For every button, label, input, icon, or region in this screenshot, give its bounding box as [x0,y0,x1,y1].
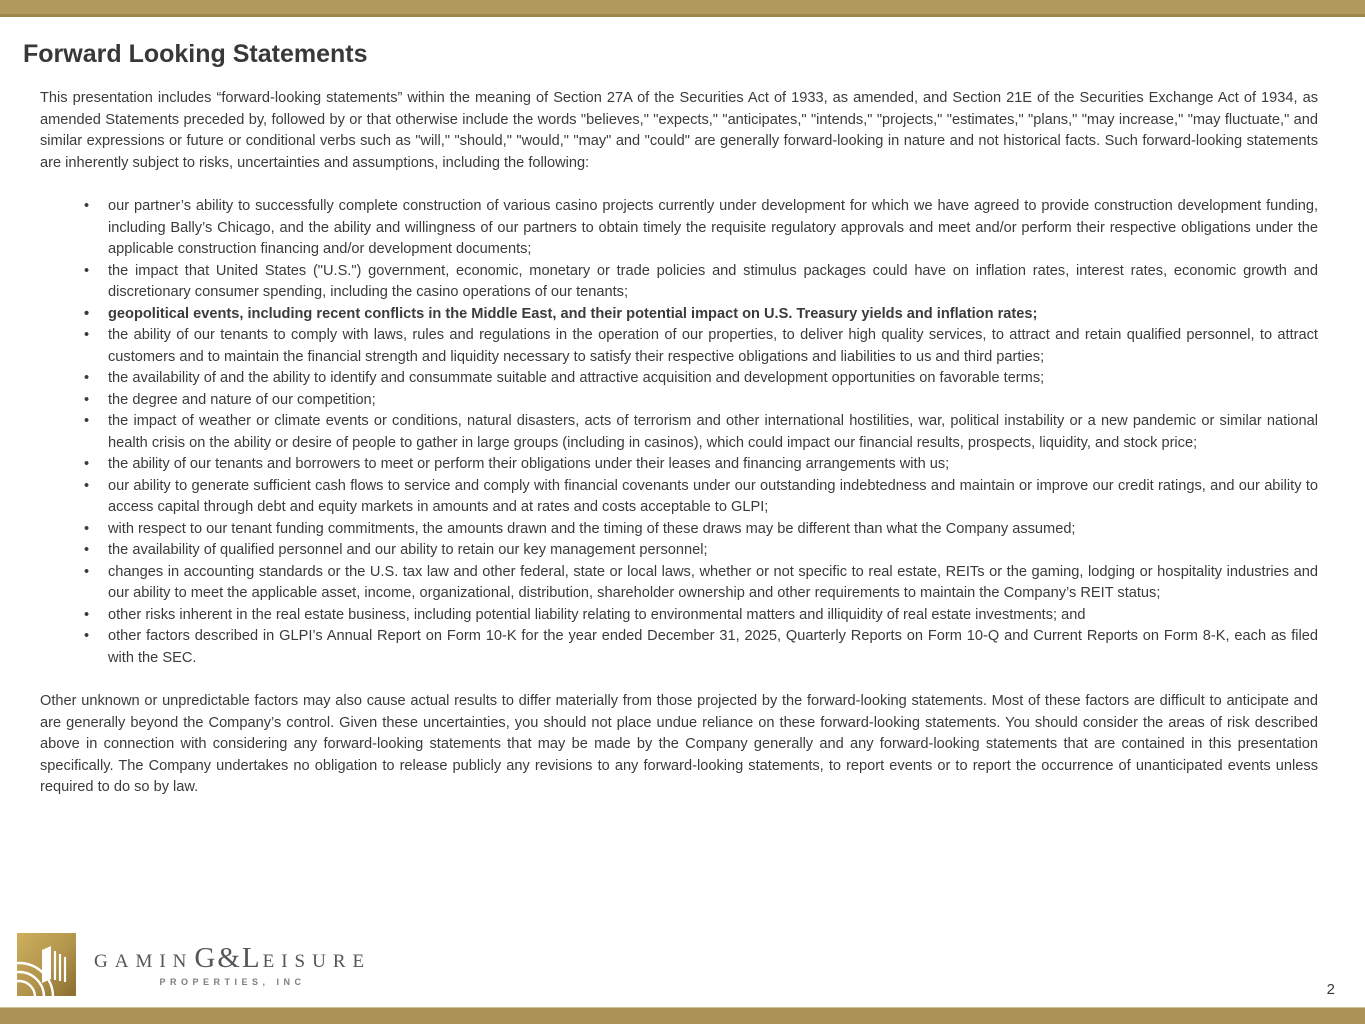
risk-bullet-text: the impact of weather or climate events or conditions, natural disasters, acts of terrorism and other international hostilities, war, political instability or a new pandemic or similar national health crisis on the ability or desire of people to gather in large groups (including in casinos), which could impact our financial results, prospects, liquidity, and stock price; [108,413,1318,451]
company-logo [17,933,371,996]
top-accent-bar [0,0,1365,17]
risk-bullet-text: our partner’s ability to successfully complete construction of various casino projects currently under development for which we have agreed to provide construction development funding, including Bally’s Chicago, and the ability and willingness of our partners to obtain timely the requisite regulatory approvals and meet and/or perform their respective obligations under the applicable construction financing and/or development documents; [108,198,1318,257]
risk-bullet [78,519,1318,541]
page-title: Forward Looking Statements [23,40,368,68]
logo-wordmark-part1: GAMIN [94,951,194,972]
risk-bullet [78,540,1318,562]
closing-paragraph: Other unknown or unpredictable factors may also cause actual results to differ materially from those projected by the forward-looking statements. Most of these factors are difficult to anticipate and are generally beyond the Company’s control. Given these uncertainties, you should not place undue reliance on these forward-looking statements. You should consider the areas of risk described above in connection with considering any forward-looking statements that may be made by the Company generally and any forward-looking statements that are contained in this presentation specifically. The Company undertakes no obligation to release publicly any revisions to any forward-looking statements, to report events or to report the occurrence of unanticipated events unless required to do so by law. [40,693,1318,795]
risk-bullet [78,196,1318,261]
risk-bullet-text: other risks inherent in the real estate business, including potential liability relating to environmental matters and illiquidity of real estate investments; and [108,606,1086,623]
glpi-building-arcs-icon [17,933,76,996]
risk-bullet-text: the degree and nature of our competition; [108,391,376,408]
intro-paragraph: This presentation includes “forward-looking statements” within the meaning of Section 27A of the Securities Act of 1933, as amended, and Section 21E of the Securities Exchange Act of 1934, as amended Statements preceded by, followed by or that otherwise include the words "believes," "expects," "anticipates," "intends," "projects," "estimates," "plans," "may increase," "may fluctuate," and similar expressions or future or conditional verbs such as "will," "should," "would," "may" and "could" are generally forward-looking in nature and not historical facts. Such forward-looking statements are inherently subject to risks, uncertainties and assumptions, including the following: [40,90,1318,171]
risk-bullet-text: with respect to our tenant funding commitments, the amounts drawn and the timing of these draws may be different than what the Company assumed; [108,520,1076,537]
risk-bullet [78,476,1318,519]
risk-bullet-text: the ability of our tenants and borrowers to meet or perform their obligations under their leases and financing arrangements with us; [108,456,950,472]
risk-bullet [78,368,1318,390]
bullet-marker-icon: • [84,628,90,644]
risk-bullet [78,626,1318,669]
bullet-marker-icon: • [84,477,90,494]
logo-wordmark-part2: G&L [194,942,262,974]
bullet-marker-icon: • [84,370,90,386]
page-number: 2 [1326,981,1335,998]
logo-wordmark-part3: EISURE [262,951,372,972]
risk-bullet [78,454,1318,476]
risk-bullet-text: changes in accounting standards or the U.S. tax law and other federal, state or local laws, whether or not specific to real estate, REITs or the gaming, lodging or hospitality industries and our ability to meet the applicable asset, income, organizational, distribution, shareholder ownership and other requirements to maintain the Company’s REIT status; [108,563,1318,601]
bullet-marker-icon: • [84,262,90,279]
risk-bullet [78,325,1318,368]
risk-bullet-text: our ability to generate sufficient cash flows to service and comply with financial covenants under our outstanding indebtedness and maintain or improve our credit ratings, and our ability to access capital through debt and equity markets in amounts and at rates and costs acceptable to GLPI; [108,477,1318,515]
logo-text-block [94,942,371,987]
logo-subtitle: PROPERTIES, INC [159,977,306,987]
logo-wordmark [94,942,371,975]
bullet-marker-icon: • [84,305,90,322]
risk-bullet [78,261,1318,304]
risk-bullet [78,562,1318,605]
bottom-accent-bar [0,1007,1365,1024]
risk-bullet [78,390,1318,412]
bullet-marker-icon: • [84,520,90,537]
risk-bullet-text: the availability of qualified personnel and our ability to retain our key management personnel; [108,542,708,558]
risk-bullet [78,411,1318,454]
bullet-marker-icon: • [84,563,90,580]
risk-bullet-text: geopolitical events, including recent conflicts in the Middle East, and their potential impact on U.S. Treasury yields and inflation rates; [108,305,1038,322]
bullet-marker-icon: • [84,456,90,472]
risk-factors-list [0,196,1318,669]
risk-bullet-text: other factors described in GLPI’s Annual Report on Form 10-K for the year ended December 31, 2025, Quarterly Reports on Form 10-Q and Current Reports on Form 8-K, each as filed with the SEC. [108,628,1318,666]
bullet-marker-icon: • [84,413,90,429]
risk-bullet [78,304,1318,326]
bullet-marker-icon: • [84,606,90,623]
bullet-marker-icon: • [84,198,90,214]
risk-bullet-text: the impact that United States ("U.S.") government, economic, monetary or trade policies and stimulus packages could have on inflation rates, interest rates, economic growth and discretionary consumer spending, including the casino operations of our tenants; [108,262,1318,300]
bullet-marker-icon: • [84,542,90,558]
risk-bullet [78,605,1318,627]
bullet-marker-icon: • [84,391,90,408]
risk-bullet-text: the availability of and the ability to identify and consummate suitable and attractive acquisition and development opportunities on favorable terms; [108,370,1045,386]
risk-bullet-text: the ability of our tenants to comply with laws, rules and regulations in the operation of our properties, to deliver high quality services, to attract and retain qualified personnel, to attract customers and to maintain the financial strength and liquidity necessary to satisfy their respective obligations and liabilities to us and third parties; [108,327,1318,365]
bullet-marker-icon: • [84,327,90,343]
